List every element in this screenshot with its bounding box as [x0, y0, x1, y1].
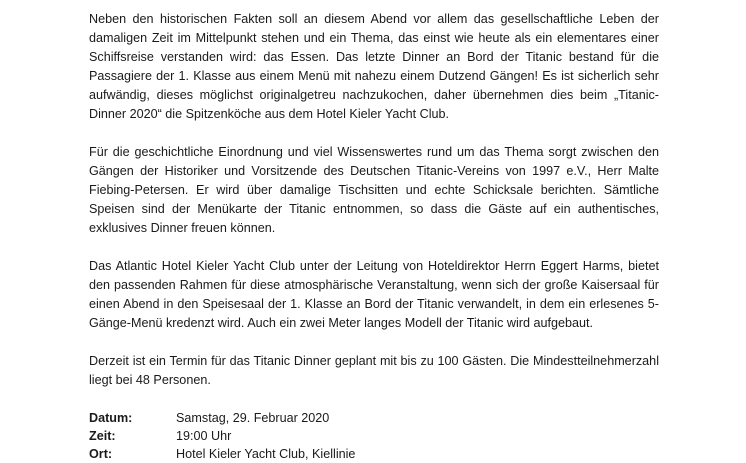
document-page [89, 10, 659, 463]
detail-row-date [89, 409, 659, 427]
detail-row-time [89, 427, 659, 445]
paragraph-capacity: Derzeit ist ein Termin für das Titanic Dinner geplant mit bis zu 100 Gästen. Die Mindestteilnehmerzahl liegt bei 48 Personen. [89, 354, 659, 387]
paragraph-historian: Für die geschichtliche Einordnung und viel Wissenswertes rund um das Thema sorgt zwischen den Gängen der Historiker und Vorsitzende des Deutschen Titanic-Vereins von 1997 e.V., Herr Malte Fiebing-Petersen. Er wird über damalige Tischsitten und echte Schicksale berichten. Sämtliche Speisen sind der Menükarte der Titanic entnommen, so dass die Gäste auf ein authentisches, exklusives Dinner freuen können. [89, 145, 659, 235]
detail-label-date: Datum: [89, 411, 133, 425]
detail-label-time: Zeit: [89, 429, 116, 443]
detail-row-location [89, 445, 659, 463]
event-details [89, 409, 659, 463]
paragraph-hotel: Das Atlantic Hotel Kieler Yacht Club unter der Leitung von Hoteldirektor Herrn Eggert Harms, bietet den passenden Rahmen für diese atmosphärische Veranstaltung, wenn sich der große Kaisersaal für einen Abend in den Speisesaal der 1. Klasse an Bord der Titanic verwandelt, in dem ein erlesenes 5-Gänge-Menü kredenzt wird. Auch ein zwei Meter langes Modell der Titanic wird aufgebaut. [89, 259, 659, 330]
paragraph-history-dinner: Neben den historischen Fakten soll an diesem Abend vor allem das gesellschaftliche Leben der damaligen Zeit im Mittelpunkt stehen und ein Thema, das einst wie heute als ein elementares einer Schiffsreise verstanden wird: das Essen. Das letzte Dinner an Bord der Titanic bestand für die Passagiere der 1. Klasse aus einem Menü mit nahezu einem Dutzend Gängen! Es ist sicherlich sehr aufwändig, dieses möglichst originalgetreu nachzukochen, daher übernehmen dies beim „Titanic-Dinner 2020“ die Spitzenköche aus dem Hotel Kieler Yacht Club. [89, 12, 659, 121]
detail-value-time: 19:00 Uhr [176, 429, 232, 443]
detail-value-date: Samstag, 29. Februar 2020 [176, 411, 330, 425]
detail-value-location: Hotel Kieler Yacht Club, Kiellinie [176, 447, 356, 461]
detail-label-location: Ort: [89, 447, 113, 461]
